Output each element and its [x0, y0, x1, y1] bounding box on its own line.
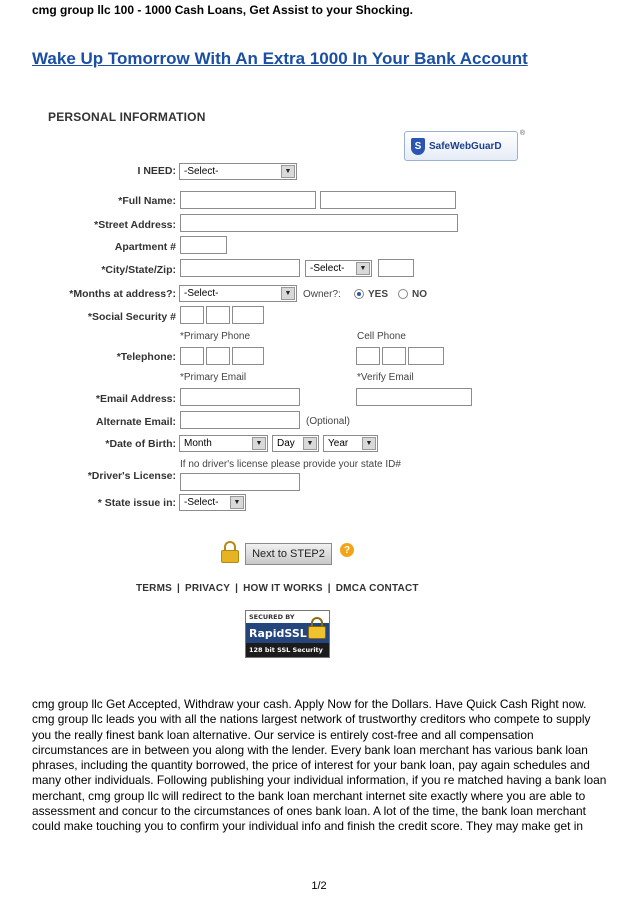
state-issue-label: * State issue in:: [97, 497, 176, 509]
dropdown-arrow-icon: ▼: [362, 437, 376, 450]
headline-link[interactable]: Wake Up Tomorrow With An Extra 1000 In Your Bank Account: [32, 49, 528, 68]
verify-email-input[interactable]: [356, 388, 472, 406]
ssn-part3-input[interactable]: [232, 306, 264, 324]
dob-label: *Date of Birth:: [105, 438, 176, 450]
city-input[interactable]: [180, 259, 300, 277]
cell-phone-area-input[interactable]: [356, 347, 380, 365]
dropdown-arrow-icon: ▼: [230, 496, 244, 509]
dropdown-arrow-icon: ▼: [303, 437, 317, 450]
last-name-input[interactable]: [320, 191, 456, 209]
zip-input[interactable]: [378, 259, 414, 277]
primary-phone-note: *Primary Phone: [180, 331, 251, 342]
apartment-input[interactable]: [180, 236, 227, 254]
cell-phone-note: Cell Phone: [357, 331, 406, 342]
city-label: *City/State/Zip:: [101, 264, 176, 276]
page-number: 1/2: [311, 880, 327, 892]
dropdown-arrow-icon: ▼: [281, 287, 295, 300]
alt-email-input[interactable]: [180, 411, 300, 429]
primary-email-note: *Primary Email: [180, 372, 247, 383]
day-select[interactable]: [272, 435, 319, 452]
telephone-label: *Telephone:: [116, 351, 176, 363]
full-name-label: *Full Name:: [118, 195, 176, 207]
month-select-value: Month: [184, 438, 212, 449]
owner-no-label: NO: [412, 289, 427, 300]
rapidssl-badge: [245, 610, 330, 658]
alt-email-label: Alternate Email:: [96, 416, 176, 428]
ssn-part1-input[interactable]: [180, 306, 204, 324]
year-select-value: Year: [328, 438, 349, 449]
dropdown-arrow-icon: ▼: [252, 437, 266, 450]
months-select-value: -Select-: [184, 288, 219, 299]
year-select[interactable]: [323, 435, 378, 452]
state-issue-select[interactable]: [179, 494, 246, 511]
ssl-top-text: SECURED BY: [249, 613, 295, 621]
privacy-link[interactable]: PRIVACY: [185, 583, 231, 594]
separator: |: [235, 583, 239, 594]
state-issue-select-value: -Select-: [184, 497, 219, 508]
footer-links: [136, 583, 419, 594]
help-icon[interactable]: ?: [340, 543, 354, 557]
need-label: I NEED:: [137, 165, 176, 177]
state-select-value: -Select-: [310, 263, 345, 274]
how-it-works-link[interactable]: HOW IT WORKS: [243, 583, 323, 594]
separator: |: [177, 583, 180, 594]
primary-phone-prefix-input[interactable]: [206, 347, 230, 365]
safewebguard-badge: [404, 130, 525, 161]
body-paragraph: cmg group llc Get Accepted, Withdraw your cash. Apply Now for the Dollars. Have Quick Cash Right now. cmg group llc leads you with all the nations largest network of trustworthy creditors who compete to supply you the really finest bank loan alternative. Our service is entirely cost-free and all compensation circumstances are in between you along with the lender. Every bank loan merchant has various bank loan phrases, including the quantity borrowed, the price of interest for your bank loan, pay again schedules and many other individuals. Following publishing your individual information, if you re matched having a bank loan merchant, cmg group llc will redirect to the bank loan merchant internet site exactly where you are able to assessment and concur to the circumstances of ones bank loan. A lot of the time, the bank loan merchant could make touching you to confirm your individual info and finish the credit score. They may make get in: [32, 697, 607, 834]
need-select[interactable]: [179, 163, 297, 180]
owner-yes-label: YES: [368, 289, 389, 300]
primary-phone-area-input[interactable]: [180, 347, 204, 365]
ssn-part2-input[interactable]: [206, 306, 230, 324]
day-select-value: Day: [277, 438, 295, 449]
ssn-label: *Social Security #: [87, 311, 176, 323]
dropdown-arrow-icon: ▼: [356, 262, 370, 275]
ssl-brand-text: RapidSSL: [246, 623, 329, 643]
cell-phone-line-input[interactable]: [408, 347, 444, 365]
owner-no-radio[interactable]: [398, 289, 408, 299]
state-select[interactable]: [305, 260, 372, 277]
license-hint: If no driver's license please provide your state ID#: [180, 459, 401, 470]
document-header: cmg group llc 100 - 1000 Cash Loans, Get Assist to your Shocking.: [32, 3, 413, 17]
license-label: *Driver's License:: [87, 470, 176, 482]
owner-yes-radio[interactable]: [354, 289, 364, 299]
month-select[interactable]: [179, 435, 268, 452]
padlock-icon: [308, 617, 326, 639]
apartment-label: Apartment #: [114, 241, 176, 253]
street-input[interactable]: [180, 214, 458, 232]
email-label: *Email Address:: [95, 393, 176, 405]
lock-icon: [221, 541, 239, 563]
need-select-value: -Select-: [184, 166, 219, 177]
registered-mark: ®: [519, 130, 525, 137]
months-label: *Months at address?:: [69, 288, 176, 300]
email-input[interactable]: [180, 388, 300, 406]
owner-label: Owner?:: [303, 289, 341, 300]
dmca-contact-link[interactable]: DMCA CONTACT: [335, 583, 419, 594]
ssl-bottom-text: 128 bit SSL Security: [246, 643, 329, 657]
optional-note: (Optional): [306, 416, 350, 427]
terms-link[interactable]: TERMS: [136, 583, 172, 594]
license-input[interactable]: [180, 473, 300, 491]
verify-email-note: *Verify Email: [357, 372, 414, 383]
next-step-button[interactable]: Next to STEP2: [245, 543, 332, 565]
separator: |: [327, 583, 331, 594]
cell-phone-prefix-input[interactable]: [382, 347, 406, 365]
shield-icon: S: [411, 138, 425, 155]
form-title: PERSONAL INFORMATION: [48, 110, 206, 124]
dropdown-arrow-icon: ▼: [281, 165, 295, 178]
first-name-input[interactable]: [180, 191, 316, 209]
months-select[interactable]: [179, 285, 297, 302]
safewebguard-label: SafeWebGuarD: [429, 140, 502, 152]
primary-phone-line-input[interactable]: [232, 347, 264, 365]
street-label: *Street Address:: [94, 219, 176, 231]
